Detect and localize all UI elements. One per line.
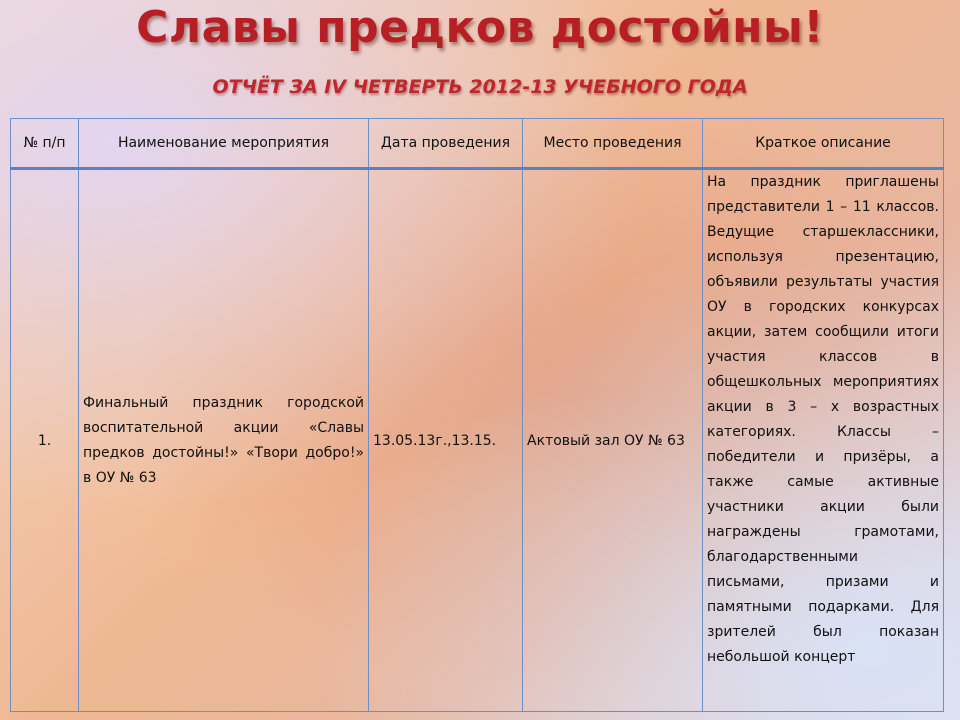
cell-desc: На праздник приглашены представители 1 – 11 классов. Ведущие старшеклассники, используя презентацию, объявили результаты участия ОУ в городских конкурсах акции, затем сообщили итоги участия классов в общешкольных мероприятиях акции в 3 – х возрастных категориях. Классы – победители и призёры, а также самые активные участники акции были награждены грамотами, благодарственными письмами, призами и памятными подарками. Для зрителей был показан небольшой концерт — [703, 169, 944, 712]
header-place: Место проведения — [523, 119, 703, 169]
header-date: Дата проведения — [369, 119, 523, 169]
report-table — [10, 118, 944, 712]
page-subtitle: ОТЧЁТ ЗА IV ЧЕТВЕРТЬ 2012-13 УЧЕБНОГО ГОДА — [212, 76, 748, 98]
header-desc: Краткое описание — [703, 119, 944, 169]
cell-name: Финальный праздник городской воспитательной акции «Славы предков достойны!» «Твори добро!» в ОУ № 63 — [79, 169, 369, 712]
table-row — [11, 169, 944, 712]
table-body — [11, 169, 944, 712]
header-num: № п/п — [11, 119, 79, 169]
header-name: Наименование мероприятия — [79, 119, 369, 169]
table-header — [11, 119, 944, 169]
cell-num: 1. — [11, 169, 79, 712]
cell-place: Актовый зал ОУ № 63 — [523, 169, 703, 712]
page-title: Славы предков достойны! — [136, 2, 824, 53]
header-row — [11, 119, 944, 169]
cell-date: 13.05.13г.,13.15. — [369, 169, 523, 712]
